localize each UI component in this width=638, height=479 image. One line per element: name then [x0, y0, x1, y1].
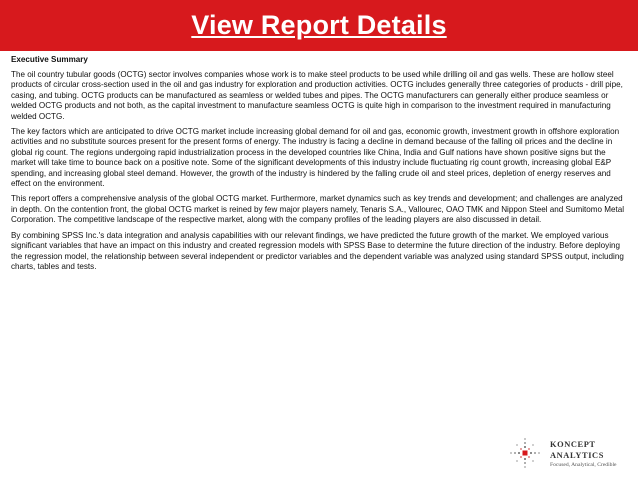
view-report-details-link[interactable]: View Report Details — [191, 10, 447, 40]
executive-summary — [11, 55, 625, 277]
summary-paragraph: The key factors which are anticipated to drive OCTG market include increasing global demand for oil and gas, economic growth, investment growth in offshore exploration activities and no substitute sources present for the present forms of energy. The industry is facing a decline in demand because of the falling oil prices and the decline in global rig count. The regions undergoing rapid industrialization process in the developed countries like China, India and Gulf nations have shown positive signs but the market will take time to bounce back on a positive note. Some of the significant developments of this industry include fluctuating rig count growth, increasing global E&P spending, and increasing global steel demand. However, the growth of the industry is hindered by the falling crude oil and steel prices, depletion of energy reserves and effect on the environment. — [11, 127, 620, 189]
summary-paragraph: This report offers a comprehensive analysis of the global OCTG market. Furthermore, market dynamics such as key trends and development; and challenges are analyzed in depth. On the contention front, the global OCTG market is reined by few major players namely, Tenaris S.A., Vallourec, OAO TMK and Nippon Steel and Sumitomo Metal Corporation. The competitive landscape of the respective market, along with the company profiles of the leading players are also discussed in detail. — [11, 194, 625, 225]
koncept-analytics-logo — [508, 436, 628, 470]
logo-line-1: KONCEPT — [550, 440, 596, 449]
logo-tagline: Focused, Analytical, Credible — [550, 462, 617, 468]
logo-wordmark — [550, 439, 604, 461]
section-heading: Executive Summary — [11, 55, 88, 64]
header-banner — [0, 0, 638, 51]
summary-paragraph: By combining SPSS Inc.'s data integration and analysis capabilities with our relevant findings, we have predicted the future growth of the market. We employed various significant variables that have an impact on this industry and created regression models with SPSS Base to determine the future direction of the industry. Before deploying the regression model, the relationship between several independent or predictor variables and the dependent variable was analyzed using standard SPSS output, including charts, tables and tests. — [11, 230, 624, 271]
koncept-dot-cross-icon — [508, 436, 542, 470]
logo-line-2: ANALYTICS — [550, 451, 604, 460]
summary-paragraph: The oil country tubular goods (OCTG) sector involves companies whose work is to make steel products to be used while drilling oil and gas wells. These are hollow steel products of circular cross-section used in the oil and gas industry for exploration and production activities. OCTG includes generally three categories of products - drill pipe, casing, and tubing. OCTG products can be manufactured as seamless or welded tubes and pipes. The OCTG manufacturers can generally either produce seamless or welded OCTG products and not both, as the capital investment to manufacture seamless OCTG is quite high in comparison to the investment required in manufacturing welded OCTG. — [11, 70, 623, 121]
